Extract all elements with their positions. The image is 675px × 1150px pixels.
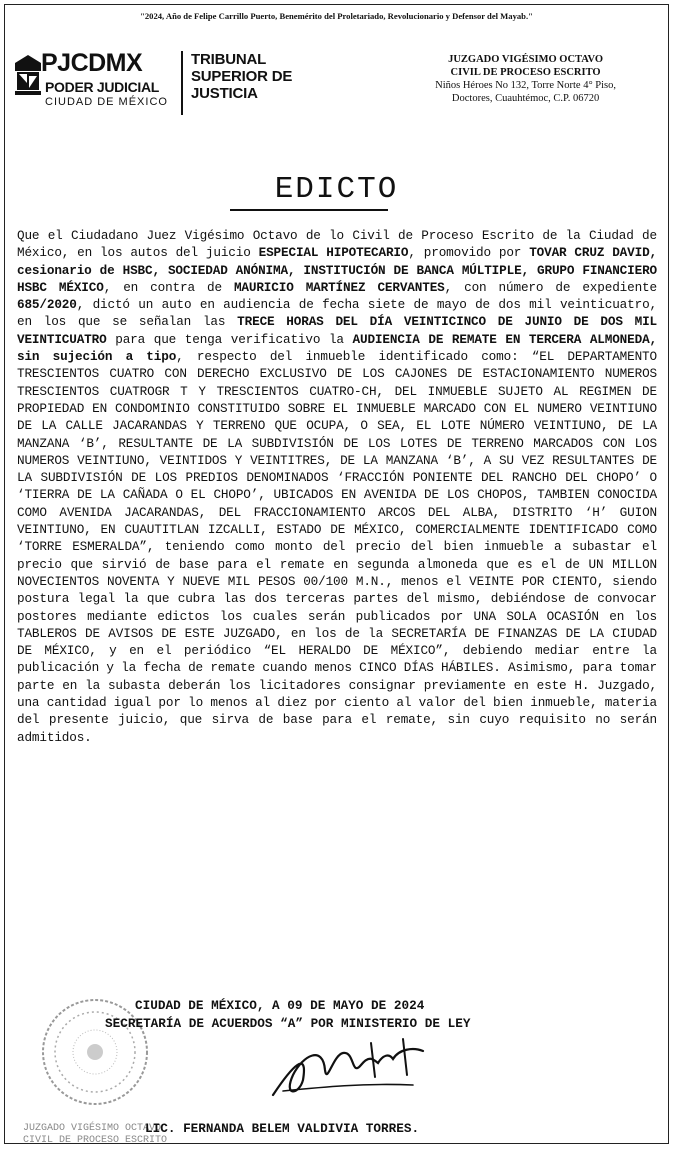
court-address-line1: Niños Héroes No 132, Torre Norte 4° Piso, [435,80,616,91]
place-date: CIUDAD DE MÉXICO, A 09 DE MAYO DE 2024 [135,998,425,1013]
logo-city: CIUDAD DE MÉXICO [45,96,168,108]
edict-document [4,4,669,1144]
tribunal-name: TRIBUNAL SUPERIOR DE JUSTICIA [191,51,293,102]
handwritten-signature-icon [263,1025,433,1107]
title-underline [230,209,388,211]
court-name-line2: CIVIL DE PROCESO ESCRITO [450,67,601,78]
logo-name: PJCDMX [41,49,143,77]
logo-divider [181,51,183,115]
court-address-line2: Doctores, Cuauhtémoc, C.P. 06720 [451,93,600,104]
court-name-line1: JUZGADO VIGÉSIMO OCTAVO [448,54,604,65]
year-slogan: "2024, Año de Felipe Carrillo Puerto, Benemérito del Proletariado, Revolucionario y Defensor del Mayab." [140,11,533,21]
seal-caption: JUZGADO VIGÉSIMO OCTAVO CIVIL DE PROCESO ESCRITO [23,1123,168,1144]
logo-subtitle: PODER JUDICIAL [45,79,160,95]
signer-name: LIC. FERNANDA BELEM VALDIVIA TORRES. [145,1121,420,1136]
pjcdmx-logo [13,49,313,121]
court-address [435,53,616,105]
edict-body: Que el Ciudadano Juez Vigésimo Octavo de lo Civil de Proceso Escrito de la Ciudad de México, en los autos del juicio ESPECIAL HIPOTECARIO, promovido por TOVAR CRUZ DAVID, cesionario de HSBC, SOCIEDAD ANÓNIMA, INSTITUCIÓN DE BANCA MÚLTIPLE, GRUPO FINANCIERO HSBC MÉXICO, en contra de MAURICIO MARTÍNEZ CERVANTES, con número de expediente 685/2020, dictó un auto en audiencia de fecha siete de mayo de dos mil veinticuatro, en los que se señalan las TRECE HORAS DEL DÍA VEINTICINCO DE JUNIO DE DOS MIL VEINTICUATRO para que tenga verificativo la AUDIENCIA DE REMATE EN TERCERA ALMONEDA, sin sujeción a tipo, respecto del inmueble identificado como: “EL DEPARTAMENTO TRESCIENTOS CUATRO CON DERECHO EXCLUSIVO DE LOS CAJONES DE ESTACIONAMIENTO NUMEROS TRESCIENTOS CUATROGR T Y TRESCIENTOS CUATRO-CH, DEL INMUEBLE SUJETO AL REGIMEN DE PROPIEDAD EN CONDOMINIO CONSTITUIDO SOBRE EL INMUEBLE MARCADO CON EL NUMERO VEINTIUNO DE LA CALLE JACARANDAS Y TERRENO QUE OCUPA, O SEA, EL LOTE NÚMERO VEINTIUNO, DE LA MANZANA ‘B’, RESULTANTE DE LA SUBDIVISIÓN DE LOS LOTES DE TERRENO MARCADOS CON LOS NUMEROS VEINTIUNO, VEINTIDOS Y VEINTITRES, DE LA MANZANA ‘B’, A SU VEZ RESULTANTES DE LA SUBDIVISIÓN DE LOS PREDIOS DENOMINADOS ‘FRACCIÓN PONIENTE DEL RANCHO DEL CHOPO’ O ‘TIERRA DE LA CAÑADA O EL CHOPO’, UBICADOS EN AVENIDA DE LOS CHOPOS, TAMBIEN CONOCIDA COMO AVENIDA JACARANDAS, DEL FRACCIONAMIENTO ARCOS DEL ALBA, DISTRITO ‘H’ GUION VEINTIUNO, EN CUAUTITLAN IZCALLI, ESTADO DE MÉXICO, COMERCIALMENTE IDENTIFICADO COMO ‘TORRE ESMERALDA”, teniendo como monto del precio del bien inmueble a subastar el precio que sirvió de base para el remate en segunda almoneda que es el de UN MILLON NOVECIENTOS NOVENTA Y NUEVE MIL PESOS 00/100 M.N., menos el VEINTE POR CIENTO, siendo postura legal la que cubra las dos terceras partes del mismo, debiéndose de convocar postores mediante edictos los cuales serán publicados por UNA SOLA OCASIÓN en los TABLEROS DE AVISOS DE ESTE JUZGADO, en los de la SECRETARÍA DE FINANZAS DE LA CIUDAD DE MÉXICO, y en el periódico “EL HERALDO DE MÉXICO”, debiendo mediar entre la publicación y la fecha de remate cuando menos CINCO DÍAS HÁBILES. Asimismo, para tomar parte en la subasta deberán los licitadores consignar previamente en este H. Juzgado, una cantidad igual por lo menos al diez por ciento al valor del bien inmueble, materia del presente juicio, que sirva de base para el remate, sin cuyo requisito no serán admitidos. [17,228,657,745]
court-emblem-icon [13,53,43,97]
signer-role: SECRETARÍA DE ACUERDOS “A” POR MINISTERIO DE LEY [105,1016,471,1031]
document-title: EDICTO [274,172,399,207]
